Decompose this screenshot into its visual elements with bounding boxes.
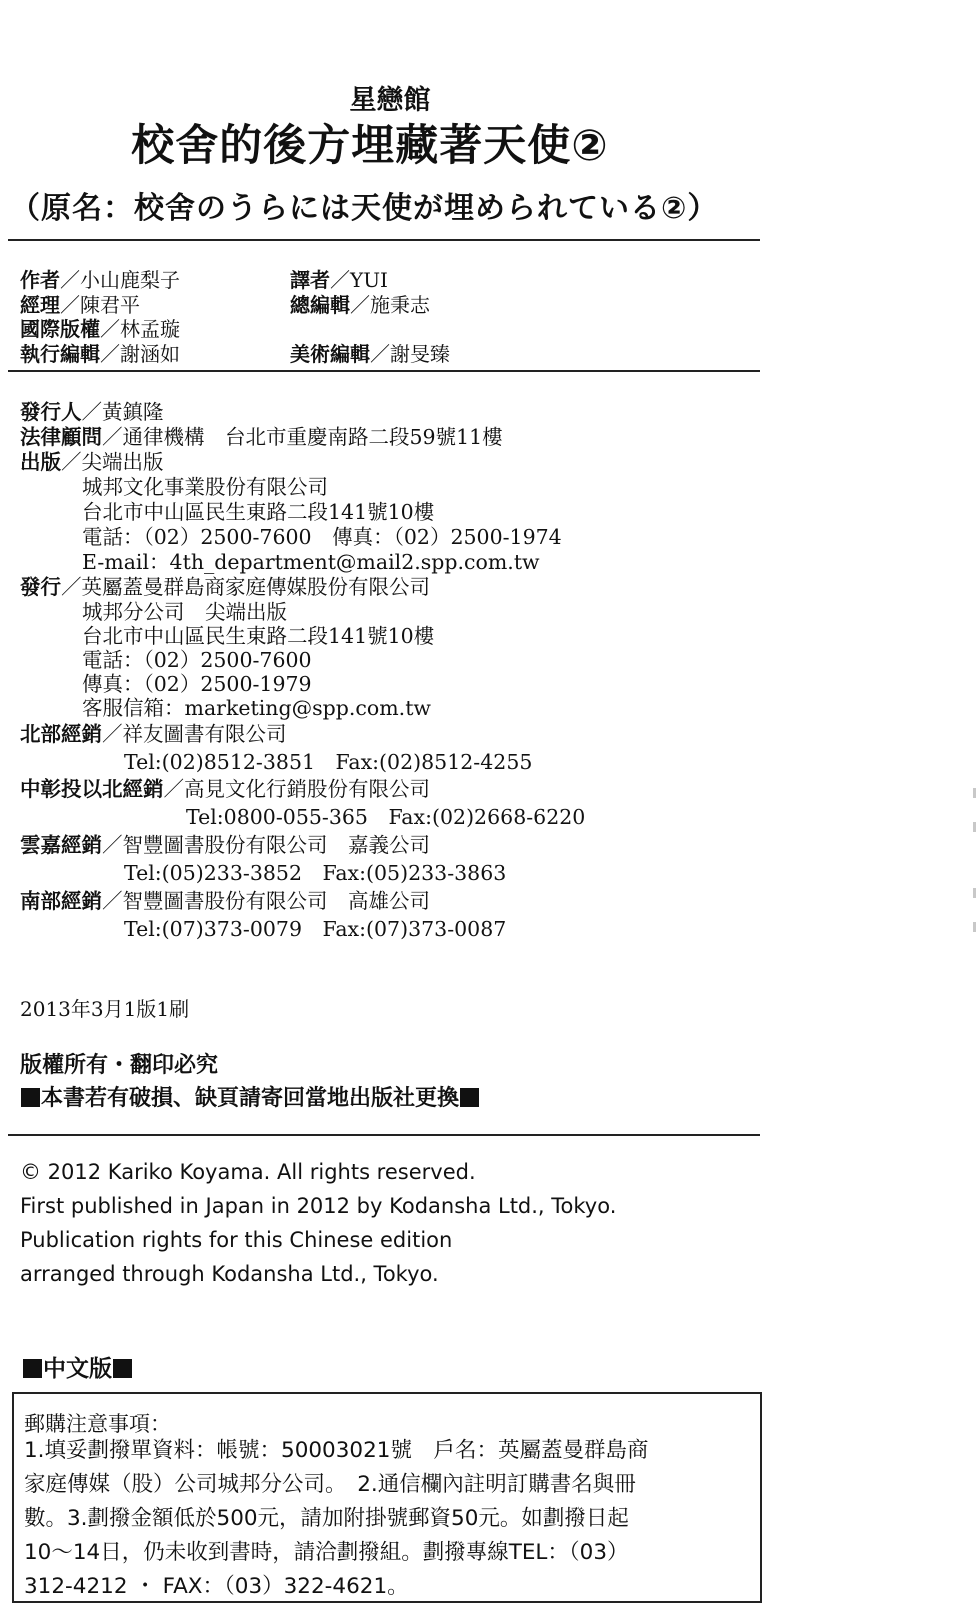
divider <box>8 1134 760 1136</box>
copyright-line: First published in Japan in 2012 by Kodansha Ltd., Tokyo. <box>20 1194 617 1218</box>
region-contact: Tel:(07)373-0079 Fax:(07)373-0087 <box>124 917 507 941</box>
issuer-role: 發行人 <box>20 400 82 424</box>
region-role: 雲嘉經銷 <box>20 833 102 857</box>
scan-speck <box>973 788 976 798</box>
legal-line: 法律顧問／通律機構 台北市重慶南路二段59號11樓 <box>20 425 503 449</box>
legal-name: 通律機構 台北市重慶南路二段59號11樓 <box>122 425 503 449</box>
copyright-line: © 2012 Kariko Koyama. All rights reserved. <box>20 1160 476 1184</box>
region-contact: Tel:0800-055-365 Fax:(02)2668-6220 <box>186 805 586 829</box>
publisher-line: 出版／尖端出版 <box>20 450 164 474</box>
legal-role: 法律顧問 <box>20 425 102 449</box>
credit-name: YUI <box>350 268 388 292</box>
credits-row: 作者／小山鹿梨子 譯者／YUI <box>20 268 388 292</box>
rights-reserved: 版權所有・翻印必究 <box>20 1053 219 1078</box>
scan-speck <box>973 888 976 898</box>
region-line: 北部經銷／祥友圖書有限公司 <box>20 722 287 746</box>
publisher-name: 尖端出版 <box>81 450 164 474</box>
damage-notice <box>20 1081 480 1112</box>
region-line: 南部經銷／智豐圖書股份有限公司 高雄公司 <box>20 889 430 913</box>
mail-order-notice <box>12 1392 762 1603</box>
distributor-detail: 傳真：（02）2500-1979 <box>82 672 312 696</box>
series-name: 星戀館 <box>349 85 431 116</box>
edition-date: 2013年3月1版1刷 <box>20 997 190 1021</box>
distributor-role: 發行 <box>20 575 61 599</box>
credit-role: 作者 <box>20 268 60 292</box>
credit-name: 謝涵如 <box>120 341 180 366</box>
notice-line: 家庭傳媒（股）公司城邦分公司。 2.通信欄內註明訂購書名與冊 <box>24 1472 636 1497</box>
credit-role: 譯者 <box>290 268 330 292</box>
credits-row: 經理／陳君平 總編輯／施秉志 <box>20 292 430 317</box>
publisher-detail: 電話：（02）2500-7600 傳真：（02）2500-1974 <box>82 525 562 549</box>
region-name: 智豐圖書股份有限公司 高雄公司 <box>122 889 430 913</box>
issuer-name: 黃鎮隆 <box>102 400 164 424</box>
credit-role: 總編輯 <box>290 292 350 317</box>
copyright-line: arranged through Kodansha Ltd., Tokyo. <box>20 1262 439 1286</box>
scan-speck <box>973 922 976 932</box>
divider <box>8 370 760 372</box>
credit-role: 國際版權 <box>20 317 100 341</box>
credit-name: 小山鹿梨子 <box>80 268 180 292</box>
region-role: 南部經銷 <box>20 889 102 913</box>
region-role: 中彰投以北經銷 <box>20 777 164 801</box>
black-square-icon <box>113 1359 132 1378</box>
credits-block <box>20 268 760 366</box>
black-square-icon <box>460 1088 479 1107</box>
chinese-edition-label <box>22 1350 133 1383</box>
publisher-detail: 台北市中山區民生東路二段141號10樓 <box>82 500 435 524</box>
notice-line: 10～14日，仍未收到書時，請洽劃撥組。劃撥專線TEL：（03） <box>24 1540 629 1565</box>
copyright-line: Publication rights for this Chinese edition <box>20 1228 453 1252</box>
credit-name: 陳君平 <box>80 292 140 317</box>
publisher-detail: 城邦文化事業股份有限公司 <box>82 475 328 499</box>
black-square-icon <box>23 1359 42 1378</box>
chinese-edition-text: 中文版 <box>43 1356 112 1382</box>
region-line: 中彰投以北經銷／高見文化行銷股份有限公司 <box>20 777 430 801</box>
credit-name: 施秉志 <box>370 292 430 317</box>
copyright-block <box>20 1155 616 1291</box>
issuer-line: 發行人／黃鎮隆 <box>20 400 164 424</box>
scan-speck <box>973 822 976 832</box>
credit-name: 謝旻臻 <box>390 341 450 366</box>
credit-role: 執行編輯 <box>20 341 100 366</box>
black-square-icon <box>21 1088 40 1107</box>
publisher-detail: E-mail：4th_department@mail2.spp.com.tw <box>82 550 540 574</box>
distributor-detail: 電話：（02）2500-7600 <box>82 648 312 672</box>
region-name: 智豐圖書股份有限公司 嘉義公司 <box>122 833 430 857</box>
credit-name: 林孟璇 <box>120 317 180 341</box>
notice-title: 郵購注意事項： <box>24 1412 171 1436</box>
distributor-detail: 台北市中山區民生東路二段141號10樓 <box>82 624 435 648</box>
credits-row: 國際版權／林孟璇 <box>20 317 180 341</box>
distributor-name: 英屬蓋曼群島商家庭傳媒股份有限公司 <box>81 575 430 599</box>
credits-row: 執行編輯／謝涵如 美術編輯／謝旻臻 <box>20 341 450 366</box>
region-name: 祥友圖書有限公司 <box>122 722 287 746</box>
publisher-role: 出版 <box>20 450 61 474</box>
distributor-detail: 城邦分公司 尖端出版 <box>82 600 287 624</box>
divider <box>8 239 760 241</box>
book-title: 校舍的後方埋藏著天使② <box>131 121 609 171</box>
region-name: 高見文化行銷股份有限公司 <box>184 777 430 801</box>
region-contact: Tel:(05)233-3852 Fax:(05)233-3863 <box>124 861 507 885</box>
damage-notice-text: 本書若有破損、缺頁請寄回當地出版社更換 <box>41 1086 460 1111</box>
notice-line: 312-4212 ・ FAX：（03）322-4621。 <box>24 1574 409 1599</box>
original-title: （原名：校舍のうらには天使が埋められている②） <box>10 191 719 226</box>
notice-line: 數。3.劃撥金額低於500元，請加附掛號郵資50元。如劃撥日起 <box>24 1506 629 1531</box>
distributor-detail: 客服信箱：marketing@spp.com.tw <box>82 696 431 720</box>
region-contact: Tel:(02)8512-3851 Fax:(02)8512-4255 <box>124 750 533 774</box>
credit-role: 美術編輯 <box>290 341 370 366</box>
region-role: 北部經銷 <box>20 722 102 746</box>
region-line: 雲嘉經銷／智豐圖書股份有限公司 嘉義公司 <box>20 833 430 857</box>
notice-line: 1.填妥劃撥單資料：帳號：50003021號 戶名：英屬蓋曼群島商 <box>24 1438 649 1463</box>
credit-role: 經理 <box>20 292 60 317</box>
distributor-line: 發行／英屬蓋曼群島商家庭傳媒股份有限公司 <box>20 575 430 599</box>
